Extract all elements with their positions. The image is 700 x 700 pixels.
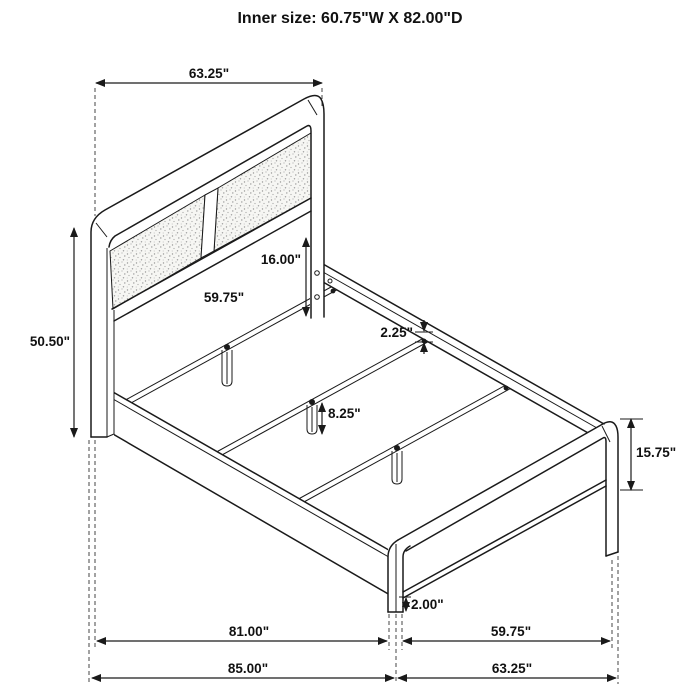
dimension-annotations [30, 66, 676, 678]
dim-label-slat-thickness: 2.25" [380, 325, 413, 340]
footboard [388, 422, 618, 612]
dim-label-headboard-inner-width: 59.75" [203, 290, 245, 305]
dim-outer-length [92, 661, 394, 678]
dim-label-panel-height: 16.00" [260, 252, 301, 267]
center-support-legs [222, 350, 402, 484]
dim-label-footboard-height: 15.75" [636, 445, 677, 460]
dim-footboard-height [620, 419, 676, 490]
dim-leg-height [322, 403, 361, 434]
slat-3 [293, 380, 515, 508]
dim-label-headboard-width: 63.25" [188, 66, 230, 81]
dim-label-footboard-inner-width: 59.75" [490, 624, 532, 639]
diagram-title: Inner size: 60.75"W X 82.00"D [237, 10, 463, 27]
dim-footboard-width [398, 661, 616, 678]
dim-inner-length [97, 624, 387, 641]
dim-label-leg-height: 8.25" [328, 406, 361, 421]
dim-label-outer-length: 85.00" [227, 661, 269, 676]
dim-label-floor-clearance: 2.00" [411, 597, 444, 612]
slat-2 [211, 333, 433, 461]
dim-headboard-height [30, 228, 74, 437]
dim-label-headboard-height: 50.50" [29, 334, 70, 349]
dim-footboard-inner-width [403, 624, 610, 641]
dim-label-inner-length: 81.00" [228, 624, 270, 639]
far-side-rail [323, 264, 604, 442]
dim-headboard-width [96, 66, 322, 83]
dim-label-footboard-width: 63.25" [491, 661, 533, 676]
dim-floor-clearance [399, 597, 444, 612]
